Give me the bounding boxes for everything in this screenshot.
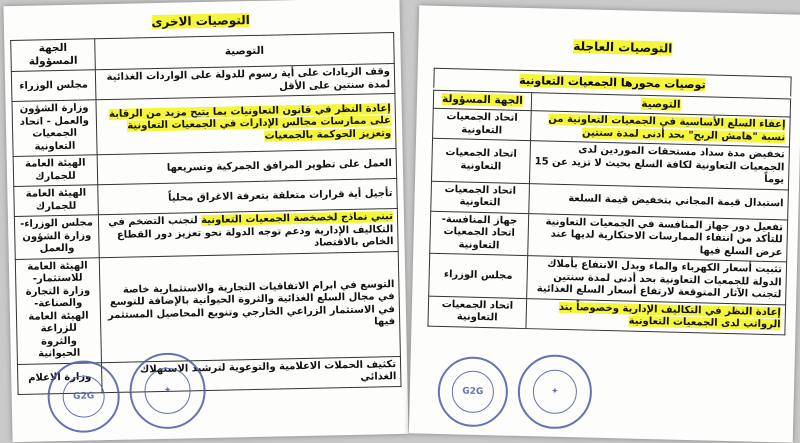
responsible-party-cell: مجلس الوزراء: [11, 70, 96, 102]
recommendation-cell: [527, 256, 787, 305]
responsible-party-cell: جهاز المنافسة- اتحاد الجمعيات التعاونية: [430, 211, 529, 256]
party-header: الجهة المسؤولة: [11, 39, 96, 72]
recommendation-header: التوصية: [95, 33, 395, 71]
responsible-party-cell: اتحاد الجمعيات التعاونية: [433, 108, 532, 140]
recommendation-cell: [98, 209, 398, 258]
responsible-party-cell: اتحاد الجمعيات التعاونية: [432, 138, 531, 183]
recommendation-cell: [96, 94, 396, 155]
recommendation-text: إعادة النظر في قانون التعاونيات بما يتيح مزيد من الرقابة على ممارسات مجالس الإدارات في الجمعيات التعاونية وتعزيز الحوكمة بالجمعيات: [108, 102, 392, 142]
recommendation-text: تكثيف الحملات الاعلامية والتوعوية لترشيد الاستهلاك الغذائي: [140, 358, 397, 384]
right-recommendations-table: [427, 90, 791, 335]
responsible-party-cell: الهيئة العامة للجمارك: [13, 155, 98, 187]
left-page-title: التوصيات الاخرى: [151, 13, 250, 30]
recommendation-text: العمل على تطوير المرافق الجمركية وتسريعها: [166, 157, 392, 174]
recommendation-text: التوسع في ابرام الاتفاقيات التجارية والاستثمارية خاصة في مجال السلع الغذائية والثروة الحيوانية بالإضافة للتوسع في الاستثمار الزراعي الخارجي وتنويع المحاصيل المستثمر فيها: [107, 278, 396, 328]
section-title: توصيات محورها الجمعيات التعاونية: [433, 68, 791, 97]
party-header: الجهة المسؤولة: [433, 90, 531, 111]
recommendation-text: وقف الزيادات على أية رسوم للدولة على الواردات الغذائية لمدة سنتين على الأقل: [106, 66, 391, 93]
recommendation-text: تأجيل أية قرارات متعلقة بتعرفة الاغراق محلياً: [167, 187, 393, 204]
responsible-party-cell: اتحاد الجمعيات التعاونية: [431, 181, 530, 213]
responsible-party-cell: اتحاد الجمعيات التعاونية: [428, 296, 527, 328]
responsible-party-cell: وزارة الاعلام: [17, 362, 102, 394]
recommendation-text: إعادة النظر في التكاليف الإدارية وخصوصاً بند الرواتب لدى الجمعيات التعاونية: [558, 301, 782, 331]
responsible-party-cell: مجلس الوزراء- وزارة الشؤون والعمل: [14, 215, 99, 259]
responsible-party-cell: وزارة الشؤون والعمل - اتحاد الجمعيات التعاونية: [12, 100, 97, 157]
recommendation-cell: [528, 213, 788, 262]
left-document-page: [3, 0, 408, 442]
recommendation-text: تبني نماذج لخصخصة الجمعيات التعاونية لتجنب التضخم في التكاليف الإدارية ودعم توجه الدولة نحو تعزيز دور القطاع الخاص بالاقتصاد: [108, 211, 394, 249]
recommendation-text: إعفاء السلع الأساسية في الجمعيات التعاونية من نسبة "هامش الربح" بحد أدنى لمدة سنتين: [548, 113, 786, 143]
responsible-party-cell: الهيئة العامة للاستثمار- وزارة التجارة والصناعة- الهيئة العامة للزراعة والثروة الحيوانية: [15, 257, 101, 364]
highlighted-phrase: تبني نماذج لخصخصة الجمعيات التعاونية: [201, 211, 394, 227]
ministry-seal-stamp: ✦: [517, 354, 593, 430]
recommendation-text: تثبيت أسعار الكهرباء والماء وبدل الانتفاع بأملاك الدولة للجمعيات التعاونية بحد أدنى لمدة سنتين لتجنب الآثار المتوقعة لارتفاع أسعار السلع الغذائية: [536, 258, 783, 301]
recommendation-cell: [529, 141, 789, 190]
recommendation-header: التوصية: [531, 93, 790, 117]
right-document-page: [409, 5, 800, 442]
recommendation-text: تخفيض مدة سداد مستحقات الموردين لدى الجمعيات التعاونية لكافة السلع بحيث لا تزيد عن 15 يوماً: [534, 144, 785, 186]
g2g-seal-stamp: G2G: [437, 356, 509, 428]
responsible-party-cell: مجلس الوزراء: [429, 253, 528, 298]
responsible-party-cell: الهيئة العامة للجمارك: [14, 185, 99, 217]
table-row: [15, 251, 400, 364]
ministry-seal-stamp: ✦: [129, 352, 207, 430]
recommendation-cell: [99, 251, 400, 362]
left-recommendations-table: [10, 32, 401, 395]
g2g-seal-stamp: G2G: [47, 360, 120, 433]
table-row: [12, 94, 396, 157]
recommendation-cell: [526, 298, 786, 334]
recommendation-text: تفعيل دور جهاز المنافسة في الجمعيات التعاونية للتأكد من انتفاء الممارسات الاحتكارية لديها عند عرض السلع فيها: [545, 216, 784, 258]
right-page-title: التوصيات العاجلة: [573, 39, 673, 56]
recommendation-text: استبدال قيمة المجاني بتخفيض قيمة السلعة: [568, 192, 784, 210]
